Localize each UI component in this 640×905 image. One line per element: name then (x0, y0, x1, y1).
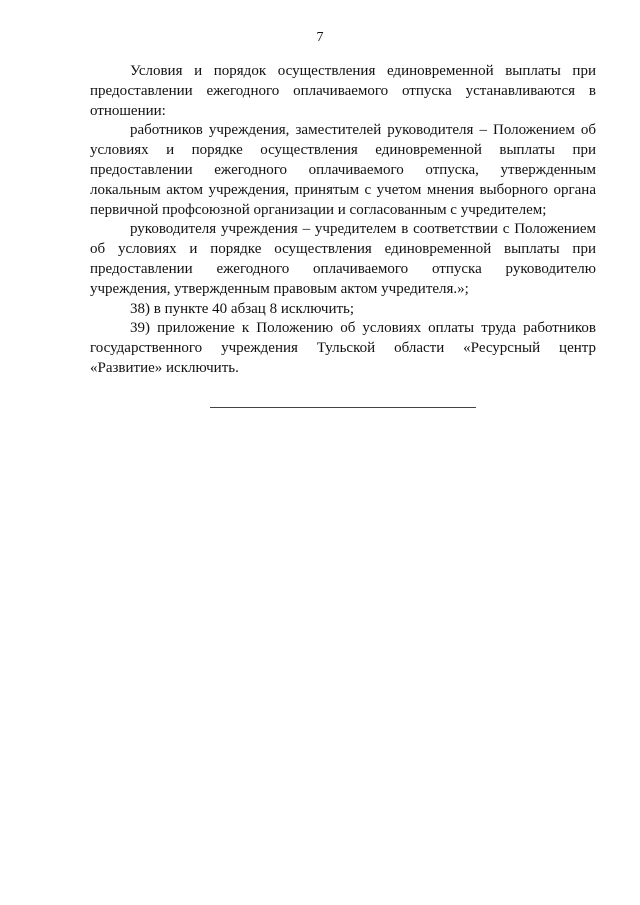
document-body (90, 62, 596, 379)
paragraph-head: руководителя учреждения – учредителем в соответствии с Положением об условиях и порядке осуществления единовременной выплаты при предоставлении ежегодного оплачиваемого отпуска руководителю учреждения, утвержденным правовым актом учредителя.»; (90, 221, 596, 297)
end-separator-line (210, 407, 476, 408)
paragraph-employees: работников учреждения, заместителей руководителя – Положением об условиях и порядке осуществления единовременной выплаты при предоставлении ежегодного оплачиваемого отпуска, утвержденным локальным актом учреждения, принятым с учетом мнения выборного органа первичной профсоюзной организации и согласованным с учредителем; (90, 122, 596, 218)
paragraph-item-38: 38) в пункте 40 абзац 8 исключить; (130, 300, 355, 317)
page-number: 7 (316, 30, 324, 45)
paragraph-payment-conditions: Условия и порядок осуществления единовременной выплаты при предоставлении ежегодного оплачиваемого отпуска устанавливаются в отношении: (90, 63, 596, 119)
paragraph-item-39: 39) приложение к Положению об условиях оплаты труда работников государственного учреждения Тульской области «Ресурсный центр «Развитие» исключить. (90, 320, 596, 376)
